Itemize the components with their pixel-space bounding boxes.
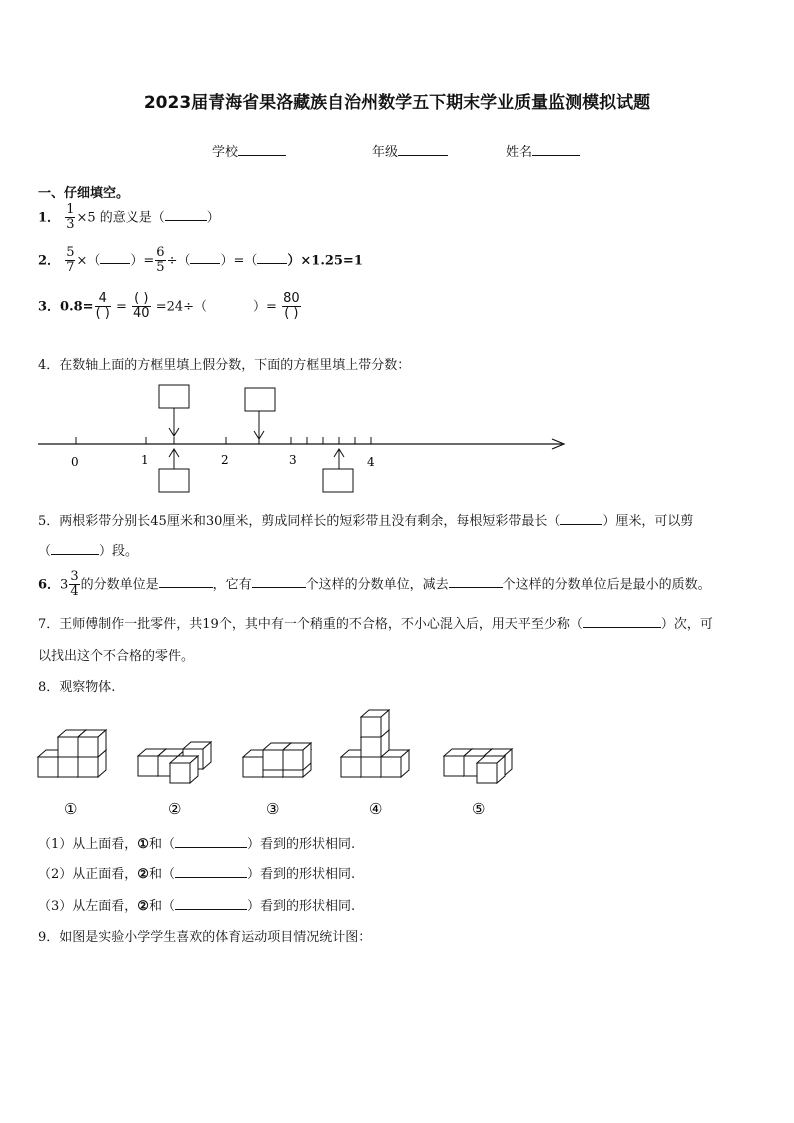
question-7-line2: 以找出这个不合格的零件。 bbox=[38, 649, 195, 664]
q2-blank-2[interactable] bbox=[190, 251, 220, 264]
q2-blank-1[interactable] bbox=[100, 251, 130, 264]
q6-blank-3[interactable] bbox=[449, 575, 503, 588]
grade-label: 年级 bbox=[372, 145, 399, 160]
name-blank[interactable] bbox=[532, 143, 580, 156]
q2-fraction-2: $\frac{6}{5}$ bbox=[156, 245, 165, 276]
tick-label-0: 0 bbox=[71, 455, 79, 469]
question-1: 1． $\frac{1}{3}$ ×5 的意义是（ ） bbox=[38, 202, 220, 233]
grade-field[interactable] bbox=[372, 141, 448, 160]
number-line-diagram bbox=[0, 380, 794, 500]
cube-figures bbox=[0, 700, 794, 820]
q5-blank-1[interactable] bbox=[560, 512, 602, 525]
q3-fraction-2[interactable]: $\frac{( )}{40}$ bbox=[133, 291, 150, 322]
school-blank[interactable] bbox=[238, 143, 286, 156]
figure-label-1: ① bbox=[64, 800, 78, 818]
question-4-text: 4．在数轴上面的方框里填上假分数，下面的方框里填上带分数： bbox=[38, 358, 411, 373]
q1-number: 1． bbox=[38, 210, 61, 226]
school-field[interactable] bbox=[212, 141, 286, 160]
figure-label-5: ⑤ bbox=[472, 800, 486, 818]
tick-label-4: 4 bbox=[367, 455, 375, 469]
answer-box-top-1 bbox=[159, 385, 189, 408]
q1-blank[interactable] bbox=[165, 208, 207, 221]
q6-blank-1[interactable] bbox=[159, 575, 213, 588]
tick-marks bbox=[76, 437, 371, 444]
figure-1 bbox=[38, 730, 106, 777]
name-field[interactable] bbox=[506, 141, 580, 160]
grade-blank[interactable] bbox=[398, 143, 448, 156]
figure-3 bbox=[243, 743, 311, 777]
figure-5 bbox=[444, 749, 512, 783]
q3-fraction-1[interactable]: $\frac{4}{( )}$ bbox=[95, 291, 110, 322]
question-5: 5．两根彩带分别长45厘米和30厘米，剪成同样长的短彩带且没有剩余，每根短彩带最长（ ）厘米，可以剪 bbox=[38, 514, 694, 529]
tick-label-2: 2 bbox=[221, 453, 229, 467]
q5-blank-2[interactable] bbox=[51, 542, 99, 555]
answer-box-top-2 bbox=[245, 388, 275, 411]
name-label: 姓名 bbox=[506, 145, 533, 160]
question-7: 7．王师傅制作一批零件，共19个，其中有一个稍重的不合格，不小心混入后，用天平至少称（ ）次，可 bbox=[38, 617, 713, 632]
tick-label-3: 3 bbox=[289, 453, 297, 467]
q6-fraction: $\frac{3}{4}$ bbox=[70, 569, 79, 600]
q6-mixed-whole: 3 bbox=[60, 577, 69, 593]
question-8-sub-3: （3）从左面看，②和（ ）看到的形状相同. bbox=[38, 899, 356, 914]
school-label: 学校 bbox=[212, 145, 239, 160]
figure-label-2: ② bbox=[168, 800, 182, 818]
question-9-text: 9．如图是实验小学学生喜欢的体育运动项目情况统计图： bbox=[38, 930, 372, 945]
q8-blank-3[interactable] bbox=[175, 897, 247, 910]
figure-label-4: ④ bbox=[369, 800, 383, 818]
answer-box-bottom-2 bbox=[323, 469, 353, 492]
question-8-sub-1: （1）从上面看，①和（ ）看到的形状相同. bbox=[38, 837, 356, 852]
question-2: 2． $\frac{5}{7}$ ×（ ）= $\frac{6}{5}$ ÷（ ）=（ ）×1.25=1 bbox=[38, 245, 363, 276]
q2-blank-3[interactable] bbox=[257, 251, 287, 264]
q3-fraction-3[interactable]: $\frac{80}{( )}$ bbox=[283, 291, 300, 322]
figure-2 bbox=[138, 742, 211, 783]
question-8-text: 8．观察物体. bbox=[38, 680, 116, 695]
q8-blank-1[interactable] bbox=[175, 835, 247, 848]
q1-fraction: $\frac{1}{3}$ bbox=[66, 202, 75, 233]
q8-blank-2[interactable] bbox=[175, 865, 247, 878]
figure-4 bbox=[341, 710, 409, 777]
question-5-line2: （ ）段。 bbox=[38, 544, 139, 559]
q2-number: 2． bbox=[38, 253, 61, 269]
section-heading: 一、仔细填空。 bbox=[38, 186, 130, 201]
q7-blank[interactable] bbox=[583, 615, 661, 628]
q3-number: 3．0.8= bbox=[38, 299, 94, 315]
q6-blank-2[interactable] bbox=[252, 575, 306, 588]
page-title: 2023届青海省果洛藏族自治州数学五下期末学业质量监测模拟试题 bbox=[143, 93, 651, 113]
q2-fraction-1: $\frac{5}{7}$ bbox=[66, 245, 75, 276]
question-8-sub-2: （2）从正面看，②和（ ）看到的形状相同. bbox=[38, 867, 356, 882]
answer-box-bottom-1 bbox=[159, 469, 189, 492]
figure-label-3: ③ bbox=[266, 800, 280, 818]
tick-label-1: 1 bbox=[141, 453, 149, 467]
question-6: 6．3 $\frac{3}{4}$ 的分数单位是 ，它有 个这样的分数单位，减去 个这样的分数单位后是最小的质数。 bbox=[38, 569, 711, 600]
question-3: 3．0.8= $\frac{4}{( )}$ = $\frac{( )}{40}$ =24÷（ ）= $\frac{80}{( )}$ bbox=[38, 291, 300, 322]
q1-text: ×5 的意义是（ bbox=[76, 210, 165, 226]
